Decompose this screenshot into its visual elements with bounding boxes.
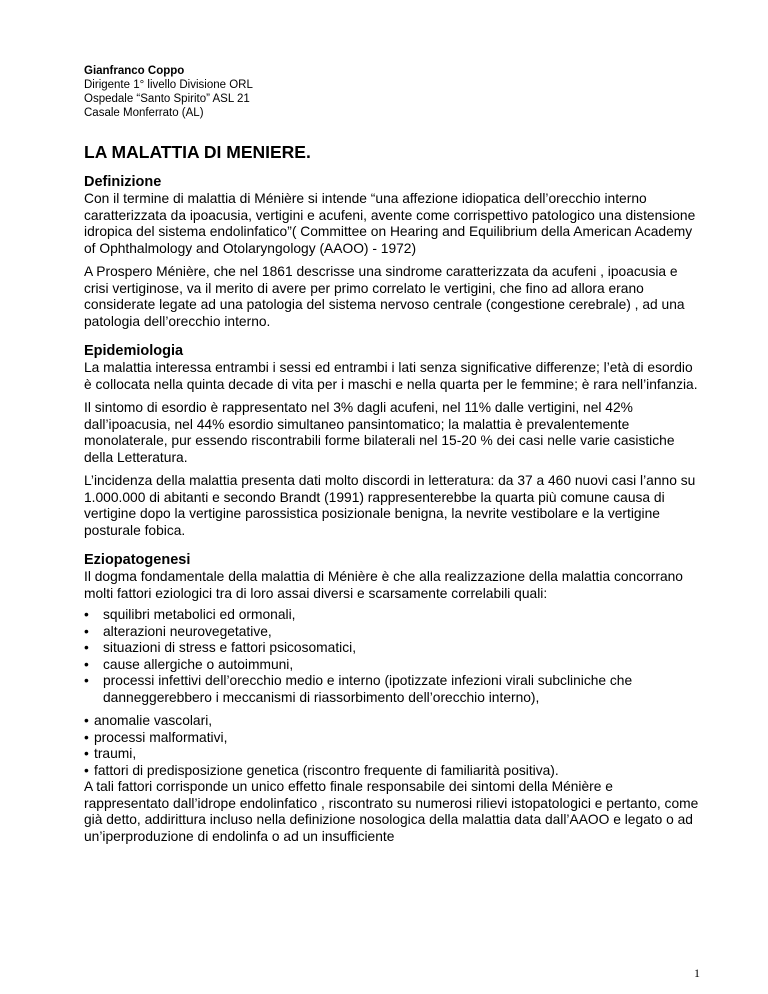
bullet-glyph: • <box>84 623 89 639</box>
document-title: LA MALATTIA DI MENIERE. <box>84 142 311 162</box>
list-item: • processi malformativi, <box>84 729 228 745</box>
section-heading: Eziopatogenesi <box>84 552 191 568</box>
paragraph: Il sintomo di esordio è rappresentato nel 3% dagli acufeni, nel 11% dalle vertigini, nel 42% dall’ipoacusia, nel 44% esordio simultaneo pansintomatico; la malattia è prevalentemente monolaterale, pur essendo riscontrabili forme bilaterali nel 15-20 % dei casi nelle varie casistiche della Letteratura. <box>84 400 675 465</box>
section-epidemiologia <box>84 342 700 539</box>
bullet-glyph: • <box>84 607 89 622</box>
bullet-glyph: • <box>84 746 89 761</box>
section-heading: Epidemiologia <box>84 343 184 359</box>
section-eziopatogenesi <box>84 551 700 845</box>
list-item: • situazioni di stress e fattori psicosomatici, <box>84 640 357 655</box>
paragraph: A Prospero Ménière, che nel 1861 descrisse una sindrome caratterizzata da acufeni , ipoacusia e crisi vertiginose, va il merito di avere per primo correlato le vertigini, che fino ad allora erano considerate legate ad una patologia del sistema nervoso centrale (congestione cerebrale) , ad una patologia dell’orecchio interno. <box>84 264 685 329</box>
author-hospital: Ospedale “Santo Spirito” ASL 21 <box>84 93 250 105</box>
author-block <box>84 64 700 120</box>
page-number: 1 <box>694 966 700 980</box>
paragraph: Con il termine di malattia di Ménière si intende “una affezione idiopatica dell’orecchio interno caratterizzata da ipoacusia, vertigini e acufeni, avente come corrispettivo patologico una distensione idropica del sistema endolinfatico”( Committee on Hearing and Equilibrium della American Academy of Ophthalmology and Otolaryngology (AAOO) - 1972) <box>84 191 696 256</box>
list-item: • alterazioni neurovegetative, <box>84 623 272 639</box>
bullet-glyph: • <box>84 656 89 672</box>
paragraph: Il dogma fondamentale della malattia di Ménière è che alla realizzazione della malattia concorrano molti fattori eziologici tra di loro assai diversi e scarsamente correlabili quali: <box>84 569 683 601</box>
author-city: Casale Monferrato (AL) <box>84 107 204 119</box>
bullet-glyph: • <box>84 762 89 778</box>
bullet-glyph: • <box>84 673 89 688</box>
document-page <box>84 64 700 852</box>
section-heading: Definizione <box>84 174 162 190</box>
factor-list <box>84 607 700 706</box>
author-name: Gianfranco Coppo <box>84 65 185 77</box>
factor-list-continued <box>84 713 700 779</box>
list-item: • squilibri metabolici ed ormonali, <box>84 607 296 622</box>
list-item: • fattori di predisposizione genetica (riscontro frequente di familiarità positiva). <box>84 762 559 778</box>
list-item: • processi infettivi dell’orecchio medio e interno (ipotizzate infezioni virali subcliniche che danneggerebbero i meccanismi di riassorbimento dell’orecchio interno), <box>84 673 633 705</box>
bullet-glyph: • <box>84 713 89 728</box>
list-item: • cause allergiche o autoimmuni, <box>84 656 294 672</box>
bullet-glyph: • <box>84 640 89 655</box>
paragraph: L’incidenza della malattia presenta dati molto discordi in letteratura: da 37 a 460 nuovi casi l’anno su 1.000.000 di abitanti e secondo Brandt (1991) rappresenterebbe la quarta più comune causa di vertigine dopo la vertigine parossistica posizionale benigna, la nevrite vestibolare e la vertigine posturale fobica. <box>84 473 696 538</box>
paragraph: La malattia interessa entrambi i sessi ed entrambi i lati senza significative differenze; l’età di esordio è collocata nella quinta decade di vita per i maschi e nella quarta per le femmine; è rara nell’infanzia. <box>84 360 698 392</box>
paragraph: A tali fattori corrisponde un unico effetto finale responsabile dei sintomi della Ménière e rappresentato dall’idrope endolinfatico , riscontrato su numerosi rilievi istopatologici e pertanto, come già detto, addirittura incluso nella definizione nosologica della malattia data dall’AAOO e legato o ad un’iperproduzione di endolinfa o ad un insufficiente <box>84 779 699 844</box>
list-item: • traumi, <box>84 746 137 761</box>
list-item: • anomalie vascolari, <box>84 713 213 728</box>
author-role: Dirigente 1° livello Divisione ORL <box>84 79 253 91</box>
bullet-glyph: • <box>84 729 89 745</box>
section-definizione <box>84 173 700 330</box>
